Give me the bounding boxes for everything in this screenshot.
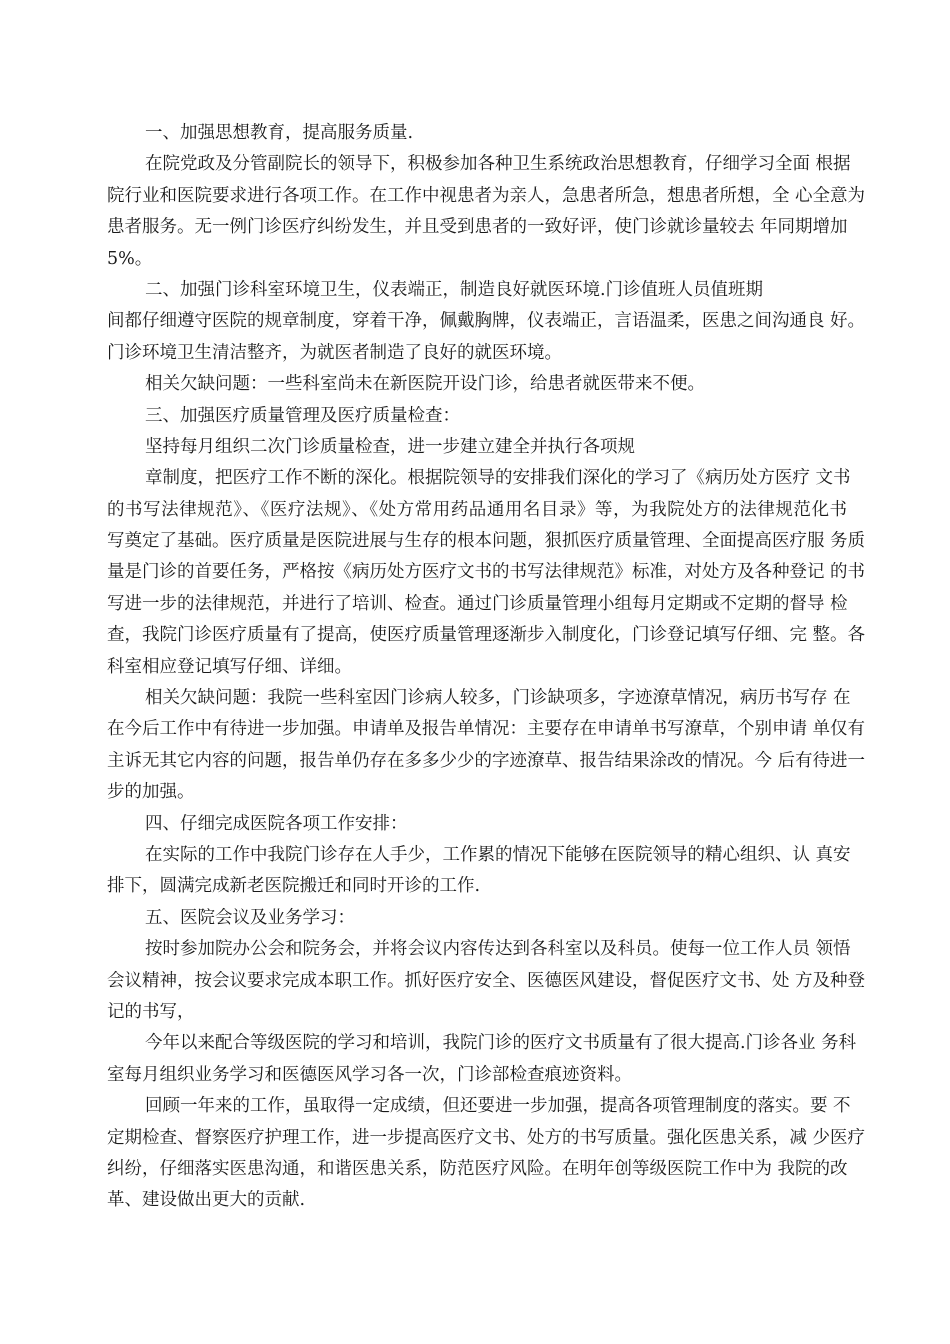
text-line: 院行业和医院要求进行各项工作。在工作中视患者为亲人，急患者所急，想患者所想，全 心全意为: [107, 185, 866, 206]
text-line: 在院党政及分管副院长的领导下，积极参加各种卫生系统政治思想教育，仔细学习全面 根据: [145, 154, 851, 175]
text-line: 间都仔细遵守医院的规章制度，穿着干净，佩戴胸牌，仪表端正，言语温柔，医患之间沟通良 好。: [107, 311, 866, 332]
text-line: 写奠定了基础。医疗质量是医院进展与生存的根本问题，狠抓医疗质量管理、全面提高医疗服 务质: [107, 531, 866, 552]
text-line: 坚持每月组织二次门诊质量检查，进一步建立建全并执行各项规: [145, 436, 635, 457]
text-line: 的书写法律规范》、《医疗法规》、《处方常用药品通用名目录》等，为我院处方的法律规范化书: [107, 499, 847, 520]
text-line: 5%。: [107, 248, 153, 269]
text-line: 章制度，把医疗工作不断的深化。根据院领导的安排我们深化的学习了《病历处方医疗 文书: [145, 468, 851, 489]
text-line: 一、加强思想教育，提高服务质量.: [145, 123, 414, 143]
text-line: 量是门诊的首要任务，严格按《病历处方医疗文书的书写法律规范》标准，对处方及各种登记 的书: [107, 562, 866, 583]
document-page: [107, 118, 866, 1217]
text-line: 革、建设做出更大的贡献.: [107, 1190, 306, 1211]
text-line: 按时参加院办公会和院务会，并将会议内容传达到各科室以及科员。使每一位工作人员 领悟: [145, 939, 851, 960]
text-line: 室每月组织业务学习和医德医风学习各一次，门诊部检查痕迹资料。: [107, 1064, 632, 1085]
text-line: 步的加强。: [107, 782, 195, 803]
text-line: 在今后工作中有待进一步加强。申请单及报告单情况：主要存在申请单书写潦草，个别申请 单仅有: [107, 719, 866, 740]
text-line: 四、仔细完成医院各项工作安排：: [145, 813, 408, 834]
text-line: 科室相应登记填写仔细、详细。: [107, 656, 352, 677]
text-line: 排下，圆满完成新老医院搬迁和同时开诊的工作.: [107, 876, 481, 897]
text-line: 相关欠缺问题：一些科室尚未在新医院开设门诊，给患者就医带来不便。: [145, 374, 705, 395]
text-line: 患者服务。无一例门诊医疗纠纷发生，并且受到患者的一致好评，使门诊就诊量较去 年同期增加: [107, 217, 848, 238]
text-line: 二、加强门诊科室环境卫生，仪表端正，制造良好就医环境.门诊值班人员值班期: [145, 279, 764, 300]
text-line: 主诉无其它内容的问题，报告单仍存在多多少少的字迹潦草、报告结果涂改的情况。今 后有待进一: [107, 750, 866, 771]
text-line: 会议精神，按会议要求完成本职工作。抓好医疗安全、医德医风建设，督促医疗文书、处 方及种登: [107, 970, 866, 991]
text-line: 写进一步的法律规范，并进行了培训、检查。通过门诊质量管理小组每月定期或不定期的督导 检: [107, 593, 848, 614]
text-line: 门诊环境卫生清洁整齐，为就医者制造了良好的就医环境。: [107, 342, 562, 363]
text-line: 在实际的工作中我院门诊存在人手少，工作累的情况下能够在医院领导的精心组织、认 真安: [145, 844, 851, 865]
text-line: 相关欠缺问题：我院一些科室因门诊病人较多，门诊缺项多，字迹潦草情况，病历书写存 在: [145, 688, 851, 709]
text-line: 记的书写，: [107, 1001, 195, 1022]
text-line: 纠纷，仔细落实医患沟通，和谐医患关系，防范医疗风险。在明年创等级医院工作中为 我院的改: [107, 1158, 848, 1179]
text-line: 今年以来配合等级医院的学习和培训，我院门诊的医疗文书质量有了很大提高.门诊各业 务科: [145, 1033, 857, 1054]
text-line: 五、医院会议及业务学习：: [145, 907, 355, 928]
text-line: 三、加强医疗质量管理及医疗质量检查：: [145, 405, 460, 426]
text-line: 查，我院门诊医疗质量有了提高，使医疗质量管理逐渐步入制度化，门诊登记填写仔细、完 整。各: [107, 625, 866, 646]
text-line: 回顾一年来的工作，虽取得一定成绩，但还要进一步加强，提高各项管理制度的落实。要 不: [145, 1096, 851, 1117]
text-line: 定期检查、督察医疗护理工作，进一步提高医疗文书、处方的书写质量。强化医患关系，减 少医疗: [107, 1127, 866, 1148]
